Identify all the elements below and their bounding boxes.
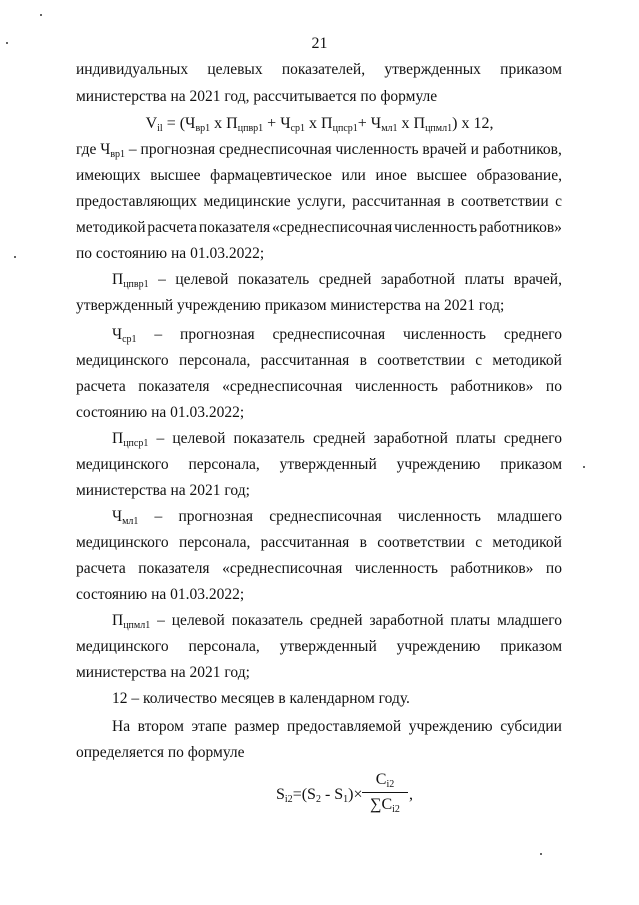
text-line: имеющих высшее фармацевтическое или иное высшее образование, <box>76 167 562 184</box>
text-line: расчета показателя «среднесписочная численность работников» по <box>76 560 562 577</box>
text-line: $П_{цпмл1}$ – целевой показатель средней заработной платы младшего <box>112 612 562 631</box>
formula-2-denominator: $\sum C_{i2}$ <box>370 796 400 815</box>
text-line: где $Ч_{вр1}$ – прогнозная среднесписочная численность врачей и работников, <box>76 141 562 160</box>
text-line: методикой расчета показателя «среднесписочная численность работников» <box>76 219 562 236</box>
formula-2-numerator: $C_{i2}$ <box>375 771 395 790</box>
formula-2-fraction <box>362 770 408 815</box>
text-line: медицинского персонала, утвержденный учреждению приказом <box>76 638 562 655</box>
text-line: министерства на 2021 год; <box>76 482 250 499</box>
text-line: утвержденный учреждению приказом министерства на 2021 год; <box>76 297 505 314</box>
fraction-bar <box>362 792 408 793</box>
scan-speck <box>14 256 16 258</box>
text-line: расчета показателя «среднесписочная численность работников» по <box>76 378 562 395</box>
text-line: состоянию на 01.03.2022; <box>76 404 245 421</box>
text-line: 12 – количество месяцев в календарном году. <box>112 690 410 707</box>
text-line: министерства на 2021 год; <box>76 664 250 681</box>
text-line: министерства на 2021 год, рассчитывается по формуле <box>76 88 438 105</box>
text-line: медицинского персонала, утвержденный учреждению приказом <box>76 456 562 473</box>
text-line: $Ч_{мл1}$ – прогнозная среднесписочная численность младшего <box>112 508 562 527</box>
text-line: $П_{цпвр1}$ – целевой показатель средней заработной платы врачей, <box>112 271 562 290</box>
text-line: по состоянию на 01.03.2022; <box>76 245 265 262</box>
text-line: определяется по формуле <box>76 744 245 761</box>
text-line: состоянию на 01.03.2022; <box>76 586 245 603</box>
text-line: На втором этапе размер предоставляемой учреждению субсидии <box>112 718 562 735</box>
scan-speck <box>583 466 585 468</box>
text-line: $Ч_{ср1}$ – прогнозная среднесписочная численность среднего <box>112 326 562 345</box>
text-line: $П_{цпср1}$ – целевой показатель средней заработной платы среднего <box>112 430 562 449</box>
formula-1: $V_{il} = (Ч_{вр1}$ x $П_{цпвр1} + Ч_{ср1}$ x $П_{цпср1}+ Ч_{мл1}$ x $П_{цпмл1}$) x 12, <box>145 115 494 134</box>
formula-2-comma: , <box>409 786 413 803</box>
formula-2-lhs: $S_{i2}=(S_2 - S_1)\times$ <box>276 786 363 805</box>
text-line: медицинского персонала, рассчитанная в соответствии с методикой <box>76 352 562 369</box>
page-number: 21 <box>311 35 328 52</box>
scan-speck <box>40 14 42 16</box>
scan-speck <box>540 853 542 855</box>
text-line: предоставляющих медицинские услуги, рассчитанная в соответствии с <box>76 193 562 210</box>
text-line: медицинского персонала, рассчитанная в соответствии с методикой <box>76 534 562 551</box>
text-line: индивидуальных целевых показателей, утвержденных приказом <box>76 61 562 78</box>
